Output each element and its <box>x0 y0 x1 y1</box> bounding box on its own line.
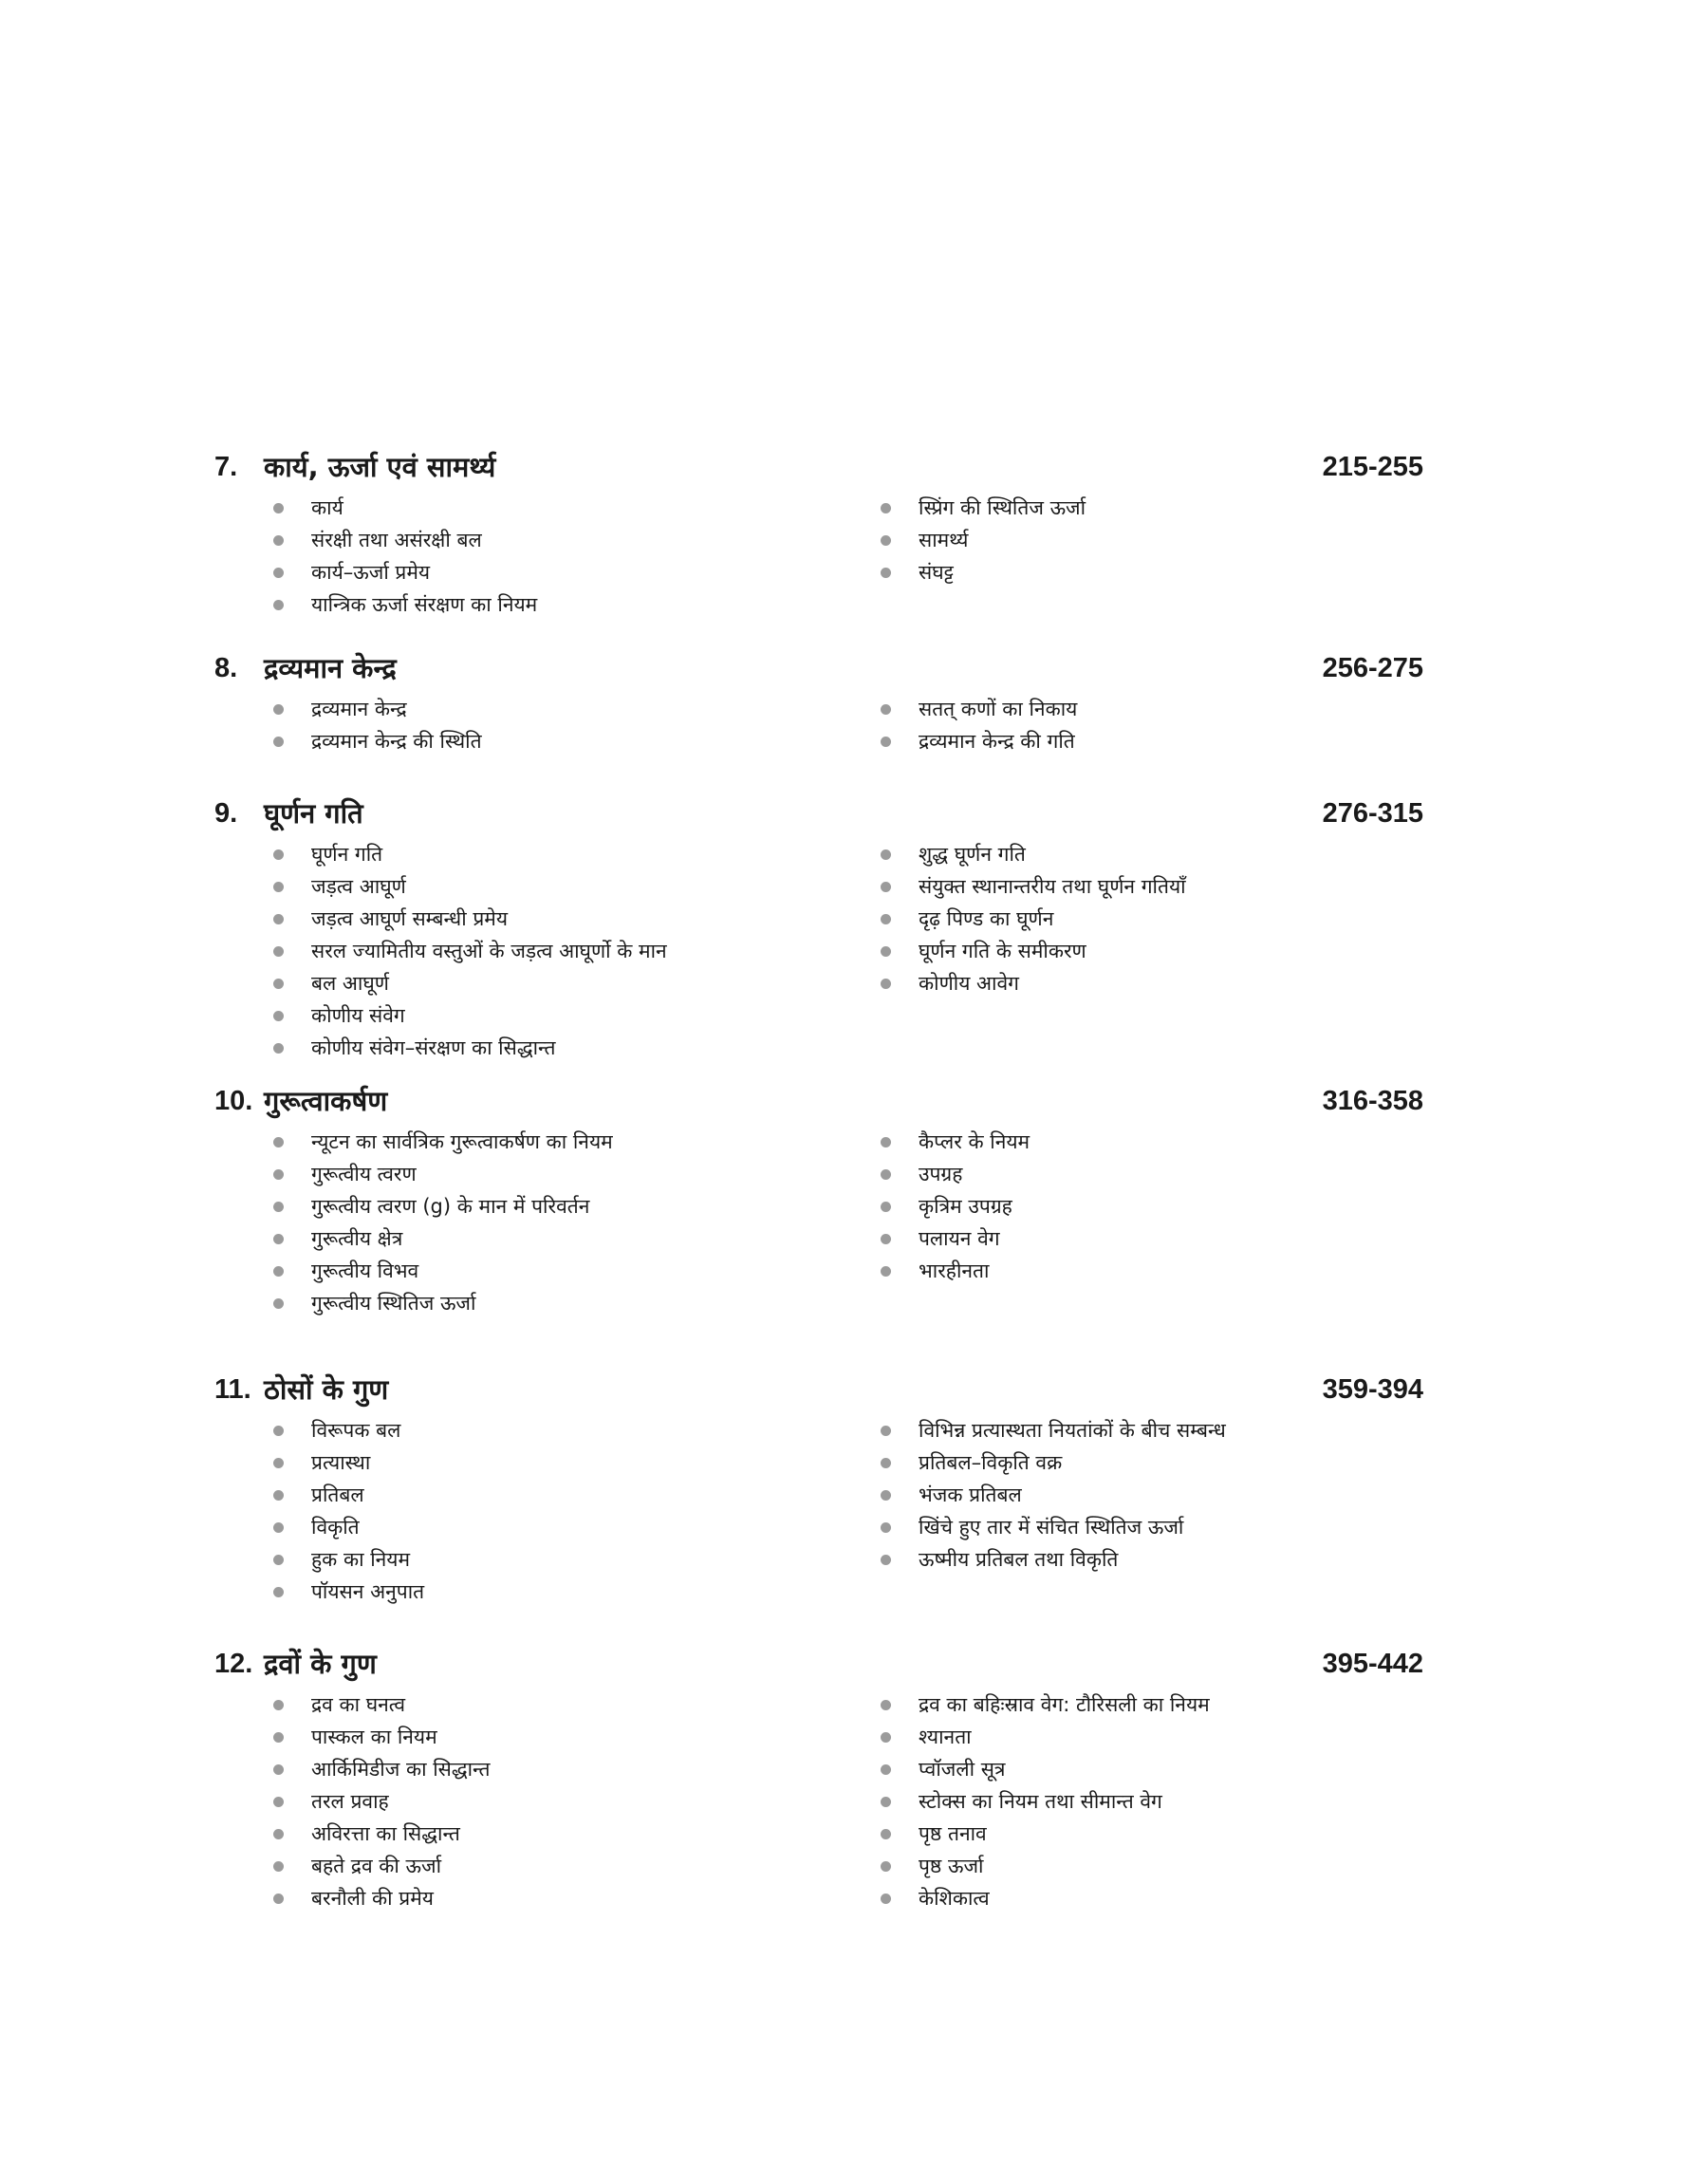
topic-item <box>273 1479 424 1511</box>
topic-item <box>273 1032 667 1064</box>
topic-label: जड़त्व आघूर्ण सम्बन्धी प्रमेय <box>311 907 509 930</box>
topic-item <box>273 1190 613 1222</box>
bullet-icon <box>881 737 891 747</box>
topic-label: अविरत्ता का सिद्धान्त <box>311 1822 460 1845</box>
bullet-icon <box>273 1894 284 1904</box>
topic-label: यान्त्रिक ऊर्जा संरक्षण का नियम <box>311 593 538 616</box>
topic-label: ऊष्मीय प्रतिबल तथा विकृति <box>919 1548 1119 1571</box>
topic-label: द्रव का घनत्व <box>311 1693 406 1716</box>
bullet-icon <box>273 1011 284 1021</box>
topic-list-right <box>881 492 1086 588</box>
chapter-title: गुरूत्वाकर्षण <box>264 1085 388 1117</box>
topic-label: पॉयसन अनुपात <box>311 1580 425 1603</box>
topic-label: स्टोक्स का नियम तथा सीमान्त वेग <box>919 1790 1162 1813</box>
chapter-number: 12. <box>214 1649 253 1679</box>
topic-label: उपग्रह <box>919 1163 963 1185</box>
bullet-icon <box>273 849 284 860</box>
topic-label: बहते द्रव की ऊर्जा <box>311 1855 442 1877</box>
bullet-icon <box>273 535 284 546</box>
topic-item <box>273 1753 491 1785</box>
topic-label: घूर्णन गति के समीकरण <box>919 940 1086 962</box>
topic-list-right <box>881 693 1077 757</box>
chapter-number: 11. <box>214 1374 251 1405</box>
topic-item <box>881 935 1186 967</box>
chapter-number: 10. <box>214 1086 253 1116</box>
bullet-icon <box>273 1861 284 1872</box>
topic-label: सामर्थ्य <box>919 529 969 551</box>
topic-label: विभिन्न प्रत्यास्थता नियतांकों के बीच सम्बन्ध <box>919 1419 1226 1442</box>
bullet-icon <box>881 503 891 513</box>
topic-item <box>273 725 482 757</box>
topic-label: जड़त्व आघूर्ण <box>311 875 406 898</box>
bullet-icon <box>881 1490 891 1501</box>
chapter-title: कार्य, ऊर्जा एवं सामर्थ्य <box>264 451 496 483</box>
chapter-number: 9. <box>214 798 238 829</box>
topic-label: कोणीय संवेग <box>311 1004 405 1027</box>
topic-item <box>273 935 667 967</box>
topic-label: विरूपक बल <box>311 1419 401 1442</box>
bullet-icon <box>273 1587 284 1597</box>
topic-label: प्रतिबल <box>311 1483 364 1506</box>
bullet-icon <box>881 1202 891 1212</box>
topic-item <box>881 1818 1210 1850</box>
chapter-page-range: 395-442 <box>1322 1649 1423 1679</box>
chapter-page-range: 215-255 <box>1322 452 1423 482</box>
bullet-icon <box>881 914 891 924</box>
chapter-heading <box>0 448 1708 486</box>
topic-label: सरल ज्यामितीय वस्तुओं के जड़त्व आघूर्णो के मान <box>311 940 667 962</box>
bullet-icon <box>881 1732 891 1743</box>
topic-label: पृष्ठ तनाव <box>919 1822 987 1845</box>
topic-item <box>881 492 1086 524</box>
bullet-icon <box>273 568 284 578</box>
topic-label: संरक्षी तथा असंरक्षी बल <box>311 529 482 551</box>
bullet-icon <box>273 1298 284 1309</box>
bullet-icon <box>273 1426 284 1436</box>
topic-item <box>273 693 482 725</box>
bullet-icon <box>881 882 891 892</box>
topic-label: बल आघूर्ण <box>311 972 389 995</box>
bullet-icon <box>273 1137 284 1147</box>
topic-label: खिंचे हुए तार में संचित स्थितिज ऊर्जा <box>919 1516 1184 1539</box>
topic-label: द्रव्यमान केन्द्र की स्थिति <box>311 730 482 753</box>
topic-item <box>273 838 667 870</box>
topic-item <box>273 588 537 621</box>
topic-item <box>273 1255 613 1287</box>
topic-label: भंजक प्रतिबल <box>919 1483 1022 1506</box>
chapter-page-range: 256-275 <box>1322 653 1423 683</box>
topic-label: पलायन वेग <box>919 1227 1000 1250</box>
topic-label: कार्य–ऊर्जा प्रमेय <box>311 561 431 584</box>
chapter-heading <box>0 1082 1708 1120</box>
topic-item <box>273 1576 424 1608</box>
topic-label: गुरूत्वीय विभव <box>311 1259 419 1282</box>
chapter-title: द्रव्यमान केन्द्र <box>264 652 397 684</box>
topic-item <box>273 1287 613 1319</box>
topic-label: कृत्रिम उपग्रह <box>919 1195 1012 1218</box>
chapter-heading <box>0 649 1708 687</box>
topic-label: आर्किमिडीज का सिद्धान्त <box>311 1758 491 1781</box>
bullet-icon <box>273 882 284 892</box>
topic-item <box>881 1414 1226 1446</box>
topic-label: श्यानता <box>919 1726 972 1748</box>
topic-label: पास्कल का नियम <box>311 1726 437 1748</box>
topic-list-left <box>273 1689 491 1914</box>
topic-item <box>881 1190 1030 1222</box>
topic-item <box>273 1882 491 1914</box>
bullet-icon <box>881 704 891 715</box>
topic-label: बरनौली की प्रमेय <box>311 1887 434 1910</box>
bullet-icon <box>881 568 891 578</box>
topic-item <box>273 1126 613 1158</box>
topic-item <box>273 1446 424 1479</box>
topic-item <box>881 1850 1210 1882</box>
topic-list-right <box>881 1126 1030 1287</box>
bullet-icon <box>273 1522 284 1533</box>
topic-item <box>273 999 667 1032</box>
bullet-icon <box>881 1169 891 1180</box>
topic-item <box>881 693 1077 725</box>
bullet-icon <box>273 946 284 957</box>
topic-item <box>881 1753 1210 1785</box>
bullet-icon <box>881 946 891 957</box>
bullet-icon <box>881 1894 891 1904</box>
bullet-icon <box>273 1764 284 1775</box>
bullet-icon <box>881 535 891 546</box>
bullet-icon <box>881 1266 891 1277</box>
topic-label: प्रत्यास्था <box>311 1451 371 1474</box>
topic-item <box>881 1785 1210 1818</box>
topic-label: गुरूत्वीय त्वरण (g) के मान में परिवर्तन <box>311 1195 590 1218</box>
chapter-title: ठोसों के गुण <box>264 1373 389 1406</box>
bullet-icon <box>273 1043 284 1054</box>
bullet-icon <box>881 1234 891 1244</box>
bullet-icon <box>273 1234 284 1244</box>
bullet-icon <box>881 1829 891 1839</box>
topic-item <box>881 1126 1030 1158</box>
bullet-icon <box>273 503 284 513</box>
bullet-icon <box>273 1732 284 1743</box>
topic-item <box>273 1689 491 1721</box>
topic-item <box>273 1511 424 1543</box>
bullet-icon <box>881 1522 891 1533</box>
chapter-number: 8. <box>214 653 238 683</box>
topic-item <box>273 556 537 588</box>
topic-label: पृष्ठ ऊर्जा <box>919 1855 984 1877</box>
topic-item <box>273 1222 613 1255</box>
topic-label: गुरूत्वीय त्वरण <box>311 1163 417 1185</box>
chapter-title: द्रवों के गुण <box>264 1648 377 1680</box>
topic-item <box>273 870 667 903</box>
bullet-icon <box>273 1555 284 1565</box>
chapter-heading <box>0 1645 1708 1683</box>
chapter-heading <box>0 794 1708 832</box>
topic-label: द्रव्यमान केन्द्र की गति <box>919 730 1075 753</box>
topic-label: कैप्लर के नियम <box>919 1130 1030 1153</box>
topic-label: गुरूत्वीय स्थितिज ऊर्जा <box>311 1292 476 1315</box>
bullet-icon <box>881 1861 891 1872</box>
topic-list-left <box>273 492 537 621</box>
topic-item <box>881 1255 1030 1287</box>
topic-label: विकृति <box>311 1516 360 1539</box>
bullet-icon <box>881 1426 891 1436</box>
bullet-icon <box>273 1829 284 1839</box>
chapter-page-range: 316-358 <box>1322 1086 1423 1116</box>
topic-item <box>881 903 1186 935</box>
bullet-icon <box>273 737 284 747</box>
bullet-icon <box>273 1797 284 1807</box>
topic-label: कोणीय संवेग–संरक्षण का सिद्धान्त <box>311 1036 556 1059</box>
topic-item <box>881 1543 1226 1576</box>
topic-list-right <box>881 838 1186 999</box>
topic-item <box>273 967 667 999</box>
topic-list-right <box>881 1689 1210 1914</box>
topic-label: स्प्रिंग की स्थितिज ऊर्जा <box>919 496 1086 519</box>
topic-item <box>881 1446 1226 1479</box>
topic-label: द्रव का बहिःस्राव वेग: टौरिसली का नियम <box>919 1693 1210 1716</box>
topic-list-left <box>273 1414 424 1608</box>
topic-label: शुद्ध घूर्णन गति <box>919 843 1026 866</box>
bullet-icon <box>881 979 891 989</box>
bullet-icon <box>881 1555 891 1565</box>
bullet-icon <box>273 1458 284 1468</box>
topic-label: सतत् कणों का निकाय <box>919 698 1078 720</box>
topic-item <box>881 556 1086 588</box>
topic-label: संघट्ट <box>919 561 954 584</box>
bullet-icon <box>881 849 891 860</box>
topic-list-left <box>273 693 482 757</box>
topic-list-left <box>273 1126 613 1319</box>
bullet-icon <box>273 1202 284 1212</box>
topic-label: घूर्णन गति <box>311 843 383 866</box>
topic-label: भारहीनता <box>919 1259 990 1282</box>
topic-label: कोणीय आवेग <box>919 972 1020 995</box>
topic-label: द्रव्यमान केन्द्र <box>311 698 407 720</box>
bullet-icon <box>273 1490 284 1501</box>
topic-item <box>881 967 1186 999</box>
topic-item <box>273 1850 491 1882</box>
bullet-icon <box>881 1764 891 1775</box>
topic-list-left <box>273 838 667 1064</box>
topic-item <box>273 1158 613 1190</box>
chapter-page-range: 276-315 <box>1322 798 1423 829</box>
topic-item <box>881 725 1077 757</box>
topic-item <box>881 838 1186 870</box>
bullet-icon <box>273 979 284 989</box>
bullet-icon <box>881 1137 891 1147</box>
topic-label: केशिकात्व <box>919 1887 990 1910</box>
topic-item <box>881 1479 1226 1511</box>
topic-item <box>273 1721 491 1753</box>
topic-item <box>273 1818 491 1850</box>
bullet-icon <box>881 1797 891 1807</box>
topic-item <box>273 1414 424 1446</box>
topic-label: संयुक्त स्थानान्तरीय तथा घूर्णन गतियाँ <box>919 875 1186 898</box>
topic-label: दृढ़ पिण्ड का घूर्णन <box>919 907 1054 930</box>
topic-item <box>273 492 537 524</box>
bullet-icon <box>273 1266 284 1277</box>
topic-item <box>881 524 1086 556</box>
chapter-heading <box>0 1371 1708 1409</box>
topic-item <box>881 1222 1030 1255</box>
topic-label: तरल प्रवाह <box>311 1790 389 1813</box>
bullet-icon <box>881 1700 891 1710</box>
chapter-page-range: 359-394 <box>1322 1374 1423 1405</box>
topic-list-right <box>881 1414 1226 1576</box>
chapter-number: 7. <box>214 452 238 482</box>
bullet-icon <box>273 600 284 610</box>
topic-label: प्वॉजली सूत्र <box>919 1758 1006 1781</box>
bullet-icon <box>273 1700 284 1710</box>
topic-item <box>273 903 667 935</box>
topic-label: हुक का नियम <box>311 1548 411 1571</box>
bullet-icon <box>273 704 284 715</box>
topic-item <box>881 1158 1030 1190</box>
topic-item <box>273 524 537 556</box>
topic-item <box>881 870 1186 903</box>
topic-item <box>881 1689 1210 1721</box>
topic-label: गुरूत्वीय क्षेत्र <box>311 1227 403 1250</box>
topic-label: कार्य <box>311 496 343 519</box>
chapter-title: घूर्णन गति <box>264 797 363 830</box>
topic-item <box>881 1721 1210 1753</box>
topic-label: प्रतिबल–विकृति वक्र <box>919 1451 1063 1474</box>
topic-label: न्यूटन का सार्वत्रिक गुरूत्वाकर्षण का नियम <box>311 1130 613 1153</box>
topic-item <box>273 1785 491 1818</box>
topic-item <box>273 1543 424 1576</box>
topic-item <box>881 1511 1226 1543</box>
bullet-icon <box>273 1169 284 1180</box>
bullet-icon <box>881 1458 891 1468</box>
bullet-icon <box>273 914 284 924</box>
topic-item <box>881 1882 1210 1914</box>
